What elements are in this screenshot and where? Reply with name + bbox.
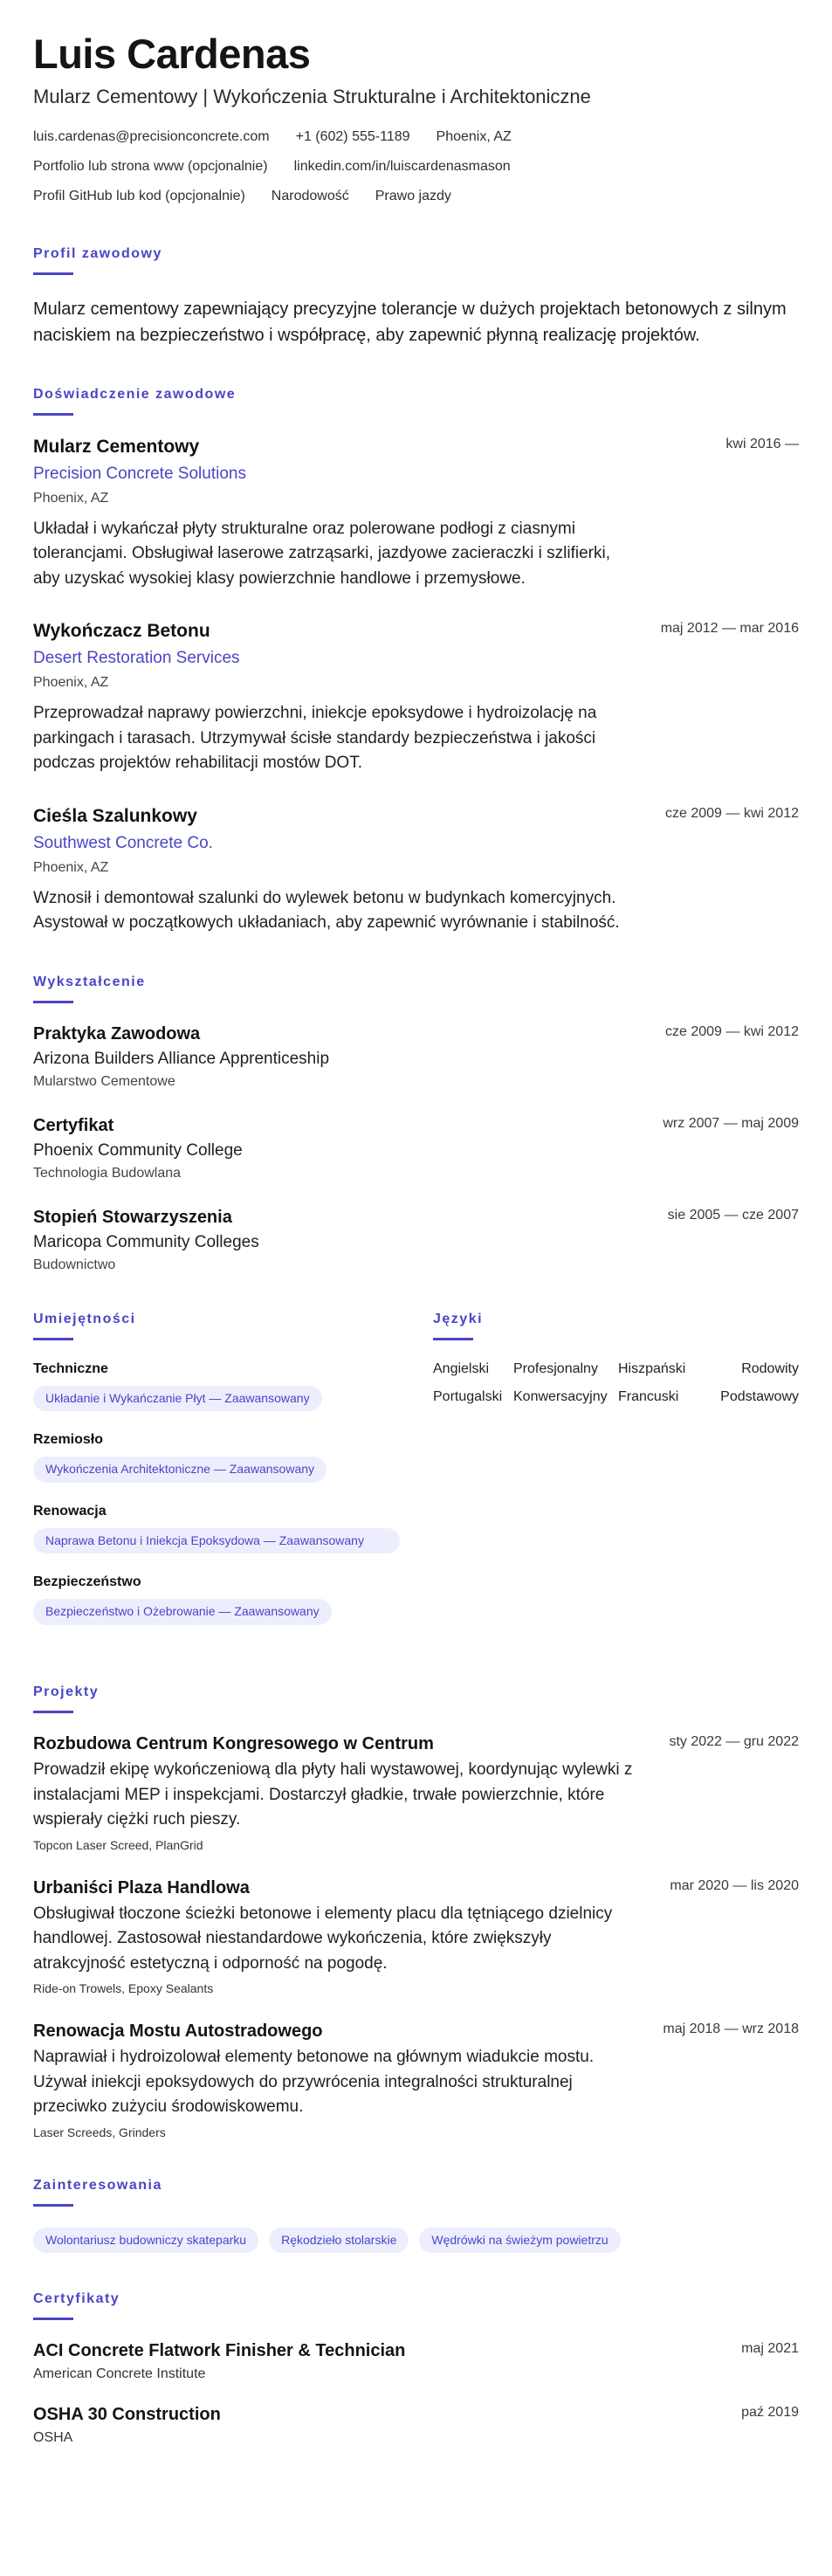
job-dates: maj 2012 — mar 2016 [660,621,799,637]
skill-group [33,1432,400,1483]
degree-title: Stopień Stowarzyszenia [33,1207,232,1227]
contact-info [33,126,662,208]
project-title: Rozbudowa Centrum Kongresowego w Centrum [33,1734,434,1754]
skill-category: Bezpieczeństwo [33,1574,141,1590]
experience-entry [33,806,799,936]
summary-text: Mularz cementowy zapewniający precyzyjne tolerancje w dużych projektach betonowych z silnym naciskiem na bezpieczeństwo i współpracę, aby zapewnić płynną realizację projektów. [33,299,787,345]
experience-entry [33,621,799,776]
project-tools: Topcon Laser Screed, PlanGrid [33,1837,203,1852]
skill-group [33,1504,400,1554]
project-title: Urbaniści Plaza Handlowa [33,1877,250,1898]
skill-category: Rzemiosło [33,1432,104,1448]
section-divider [433,1338,473,1340]
section-heading: Zainteresowania [33,2177,162,2193]
skill-group [33,1574,400,1625]
skill-group [33,1361,400,1412]
field-of-study: Mularstwo Cementowe [33,1073,175,1089]
field-of-study: Technologia Budowlana [33,1165,182,1181]
education-section [33,975,799,1273]
job-description: Wznosił i demontował szalunki do wylewek betonu w budynkach komercyjnych. Asystował w początkowych układaniach, aby zapewnić wyrównanie i stabilność. [33,888,620,933]
skill-chip: Układanie i Wykańczanie Płyt — Zaawansowany [33,1386,322,1412]
project-description: Prowadził ekipę wykończeniową dla płyty hali wystawowej, koordynując wylewki z instalacjami MEP i inspekcjami. Dostarczył gładkie, trwałe powierzchnie, które wspierały ciężki ruch pieszy. [33,1760,633,1829]
job-dates: cze 2009 — kwi 2012 [665,805,799,821]
section-divider [33,1711,73,1713]
language-level: Podstawowy [720,1388,799,1404]
project-description: Naprawiał i hydroizolował elementy betonowe na głównym wiadukcie mostu. Używał iniekcji epoksydowych do przywrócenia integralności strukturalnej przeciwko zużyciu środowiskowemu. [33,2048,595,2117]
contact-phone[interactable]: +1 (602) 555-1189 [295,128,410,144]
skill-category: Techniczne [33,1360,108,1376]
job-dates: kwi 2016 — [725,436,799,451]
project-entry [33,1878,799,1996]
contact-portfolio[interactable]: Portfolio lub strona www (opcjonalnie) [33,158,268,174]
skill-chip: Bezpieczeństwo i Ożebrowanie — Zaawansowany [33,1599,332,1625]
certificates-section [33,2291,799,2446]
interest-chip: Wędrówki na świeżym powietrzu [419,2228,620,2254]
contact-driving-license: Prawo jazdy [375,188,451,203]
project-dates: mar 2020 — lis 2020 [670,1877,799,1893]
section-divider [33,413,73,416]
project-tools: Ride-on Trowels, Epoxy Sealants [33,1981,214,1996]
education-dates: wrz 2007 — maj 2009 [663,1115,799,1131]
company-name: Desert Restoration Services [33,649,240,668]
language-name: Angielski [433,1360,490,1376]
education-dates: cze 2009 — kwi 2012 [665,1023,799,1039]
school-name: Arizona Builders Alliance Apprenticeship [33,1049,330,1068]
company-name: Precision Concrete Solutions [33,464,246,483]
section-heading: Języki [433,1311,484,1326]
certificate-entry [33,2405,799,2446]
certificate-issuer: American Concrete Institute [33,2366,206,2382]
section-divider [33,1338,73,1340]
project-dates: maj 2018 — wrz 2018 [663,2022,799,2037]
skills-column [33,1312,400,1646]
skills-languages-section [33,1312,799,1646]
languages-column [433,1312,799,1646]
project-dates: sty 2022 — gru 2022 [669,1734,799,1750]
certificate-issuer: OSHA [33,2430,73,2446]
language-level: Konwersacyjny [513,1388,608,1404]
field-of-study: Budownictwo [33,1257,116,1272]
project-entry [33,2022,799,2139]
candidate-headline: Mularz Cementowy | Wykończenia Strukturalne i Architektoniczne [33,85,591,107]
project-description: Obsługiwał tłoczone ścieżki betonowe i elementy placu dla tętniącego dzielnicy handlowej. Zastosował niestandardowe wykończenia, które zwiększyły atrakcyjność estetyczną i odporność na pogodę. [33,1904,613,1973]
certificate-date: maj 2021 [741,2341,799,2357]
section-heading: Doświadczenie zawodowe [33,386,237,402]
job-location: Phoenix, AZ [33,859,109,875]
skill-chip: Wykończenia Architektoniczne — Zaawansowany [33,1457,327,1483]
contact-nationality: Narodowość [271,188,349,203]
contact-email[interactable]: luis.cardenas@precisionconcrete.com [33,128,270,144]
job-location: Phoenix, AZ [33,675,109,691]
certificate-date: paź 2019 [741,2405,799,2421]
degree-title: Certyfikat [33,1115,114,1135]
section-heading: Projekty [33,1684,100,1700]
candidate-name: Luis Cardenas [33,31,311,77]
skill-chip: Naprawa Betonu i Iniekcja Epoksydowa — Zaawansowany [33,1528,400,1554]
job-description: Przeprowadzał naprawy powierzchni, iniekcje epoksydowe i hydroizolację na parkingach i tarasach. Utrzymywał ścisłe standardy bezpieczeństwa i jakości podczas projektów rehabilitacji mostów DOT. [33,704,597,773]
contact-linkedin[interactable]: linkedin.com/in/luiscardenasmason [293,158,511,174]
project-tools: Laser Screeds, Grinders [33,2125,166,2139]
job-title: Wykończacz Betonu [33,621,210,642]
certificate-name: OSHA 30 Construction [33,2405,221,2425]
interest-chip: Wolontariusz budowniczy skateparku [33,2228,258,2254]
education-dates: sie 2005 — cze 2007 [667,1207,799,1223]
project-entry [33,1734,799,1852]
section-heading: Umiejętności [33,1311,136,1326]
summary-section [33,246,799,348]
project-title: Renowacja Mostu Autostradowego [33,2022,323,2042]
job-location: Phoenix, AZ [33,490,109,506]
languages-list [433,1361,799,1405]
projects-section [33,1684,799,2139]
language-name: Portugalski [433,1388,503,1404]
job-description: Układał i wykańczał płyty strukturalne oraz polerowane podłogi z ciasnymi tolerancjami. Obsługiwał laserowe zatrząsarki, jazdyowe zacieraczki i szlifierki, aby uzyskać wysokiej klasy powierzchnie handlowe i przemysłowe. [33,519,611,588]
language-level: Rodowity [741,1360,799,1376]
language-level: Profesjonalny [513,1360,598,1376]
education-entry [33,1024,799,1090]
school-name: Maricopa Community Colleges [33,1232,259,1251]
experience-section [33,387,799,936]
section-divider [33,2204,73,2207]
interests-section [33,2178,799,2254]
section-divider [33,2318,73,2320]
section-divider [33,272,73,275]
contact-github[interactable]: Profil GitHub lub kod (opcjonalnie) [33,188,245,203]
contact-location: Phoenix, AZ [436,128,512,144]
language-name: Hiszpański [618,1360,686,1376]
interests-list [33,2228,799,2254]
section-divider [33,1001,73,1003]
job-title: Cieśla Szalunkowy [33,805,197,826]
company-name: Southwest Concrete Co. [33,833,213,852]
section-heading: Wykształcenie [33,974,146,989]
certificate-name: ACI Concrete Flatwork Finisher & Technician [33,2341,406,2361]
section-heading: Certyfikaty [33,2291,120,2307]
certificate-entry [33,2341,799,2382]
skill-category: Renowacja [33,1503,107,1519]
education-entry [33,1208,799,1273]
school-name: Phoenix Community College [33,1140,243,1160]
resume-header [33,31,799,208]
degree-title: Praktyka Zawodowa [33,1023,201,1043]
interest-chip: Rękodzieło stolarskie [269,2228,409,2254]
education-entry [33,1116,799,1181]
section-heading: Profil zawodowy [33,245,162,261]
experience-entry [33,437,799,592]
job-title: Mularz Cementowy [33,436,200,457]
language-name: Francuski [618,1388,679,1404]
